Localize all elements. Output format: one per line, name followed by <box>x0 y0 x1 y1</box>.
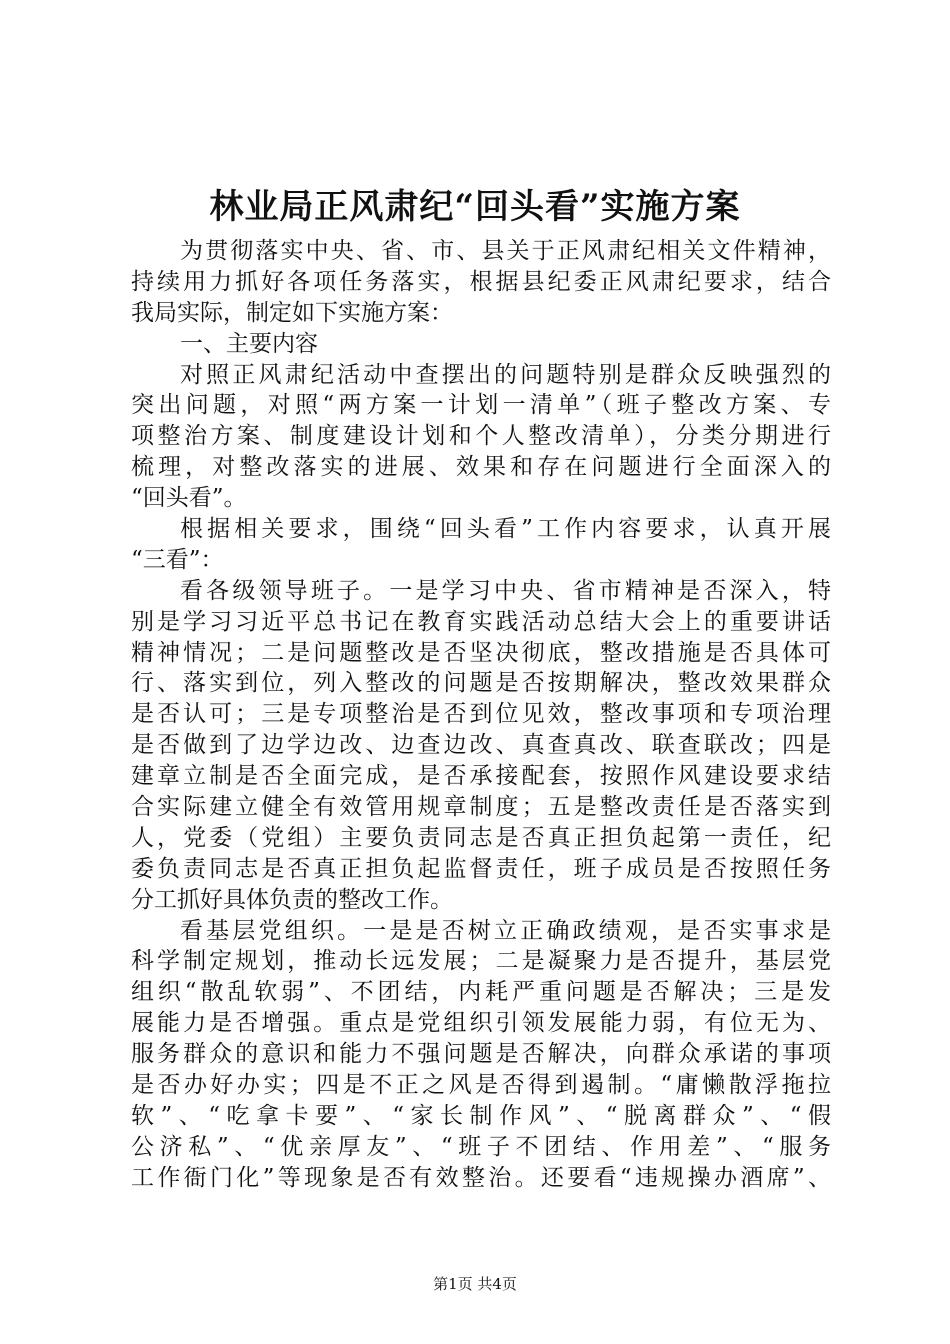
text-line: 看各级领导班子。一是学习中央、省市精神是否深入，特 <box>180 577 831 604</box>
text-line: “三看”： <box>131 546 224 573</box>
text-line: 公济私”、“优亲厚友”、“班子不团结、作用差”、“服务 <box>131 1133 831 1160</box>
text-line: 项整治方案、制度建设计划和个人整改清单），分类分期进行 <box>131 423 831 450</box>
text-line: 一、主要内容 <box>180 330 318 357</box>
text-line: 我局实际，制定如下实施方案： <box>131 299 453 326</box>
text-line: 是否做到了边学边改、边查边改、真查真改、联查联改；四是 <box>131 732 831 759</box>
text-line: 对照正风肃纪活动中查摆出的问题特别是群众反映强烈的 <box>180 361 831 388</box>
text-line: 精神情况；二是问题整改是否坚决彻底，整改措施是否具体可 <box>131 639 831 666</box>
text-line: 工作衙门化”等现象是否有效整治。还要看“违规操办酒席”、 <box>131 1164 831 1191</box>
page-footer: 第1页 共4页 <box>433 1275 517 1293</box>
text-line: 梳理，对整改落实的进展、效果和存在问题进行全面深入的 <box>131 454 831 481</box>
text-line: 根据相关要求，围绕“回头看”工作内容要求，认真开展 <box>180 516 831 543</box>
text-line: 合实际建立健全有效管用规章制度；五是整改责任是否落实到 <box>131 794 831 821</box>
document-body <box>131 236 831 1194</box>
text-line: 服务群众的意识和能力不强问题是否解决，向群众承诺的事项 <box>131 1041 831 1068</box>
text-line: 看基层党组织。一是是否树立正确政绩观，是否实事求是 <box>180 917 831 944</box>
text-line: 展能力是否增强。重点是党组织引领发展能力弱，有位无为、 <box>131 1010 831 1037</box>
document-title: 林业局正风肃纪“回头看”实施方案 <box>209 187 741 227</box>
text-line: 委负责同志是否真正担负起监督责任，班子成员是否按照任务 <box>131 855 831 882</box>
text-line: 突出问题，对照“两方案一计划一清单”（班子整改方案、专 <box>131 392 831 419</box>
text-line: 分工抓好具体负责的整改工作。 <box>131 886 453 913</box>
text-line: 是否认可；三是专项整治是否到位见效，整改事项和专项治理 <box>131 701 831 728</box>
text-line: 为贯彻落实中央、省、市、县关于正风肃纪相关文件精神， <box>180 238 831 264</box>
text-line: 软”、“吃拿卡要”、“家长制作风”、“脱离群众”、“假 <box>131 1102 831 1129</box>
text-line: 组织“散乱软弱”、不团结，内耗严重问题是否解决；三是发 <box>131 979 831 1006</box>
text-line: 科学制定规划，推动长远发展；二是凝聚力是否提升，基层党 <box>131 948 831 975</box>
text-line: 行、落实到位，列入整改的问题是否按期解决，整改效果群众 <box>131 670 831 697</box>
text-line: 是否办好办实；四是不正之风是否得到遏制。“庸懒散浮拖拉 <box>131 1072 831 1099</box>
text-line: 持续用力抓好各项任务落实，根据县纪委正风肃纪要求，结合 <box>131 268 831 295</box>
text-line: 人，党委（党组）主要负责同志是否真正担负起第一责任，纪 <box>131 824 831 851</box>
text-line: 建章立制是否全面完成，是否承接配套，按照作风建设要求结 <box>131 763 831 790</box>
text-line: “回头看”。 <box>131 485 247 512</box>
text-line: 别是学习习近平总书记在教育实践活动总结大会上的重要讲话 <box>131 608 831 635</box>
